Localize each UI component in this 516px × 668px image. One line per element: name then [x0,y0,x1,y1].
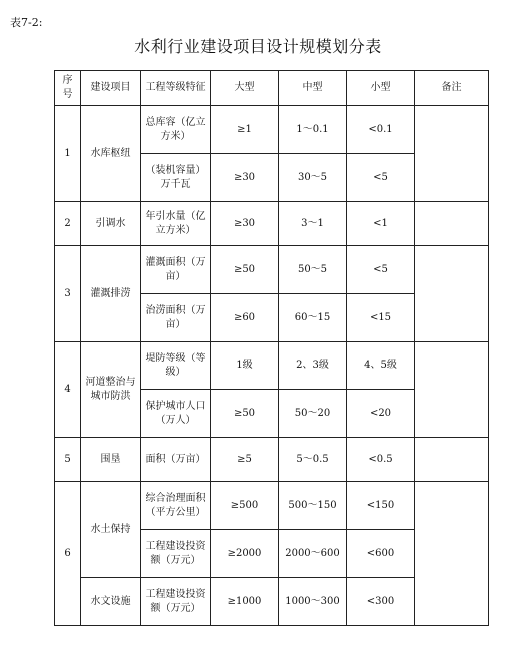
row-no: 4 [55,342,81,438]
row-note [415,438,489,482]
row-medium: 60～15 [279,294,347,342]
row-no: 6 [55,482,81,626]
header-row [55,71,489,106]
document-title: 水利行业建设项目设计规模划分表 [134,37,382,56]
row-note [415,106,489,202]
row-small: <5 [347,246,415,294]
row-no: 5 [55,438,81,482]
row-project: 河道整治与城市防洪 [81,342,141,438]
row-feature: 工程建设投资额（万元） [141,578,211,626]
row-small: <600 [347,530,415,578]
row-small: <15 [347,294,415,342]
header-project: 建设项目 [81,71,141,106]
header-no: 序号 [55,71,81,106]
row-medium: 1000～300 [279,578,347,626]
row-feature: 保护城市人口（万人） [141,390,211,438]
row-large: ≥60 [211,294,279,342]
row-large: ≥50 [211,246,279,294]
row-small: <20 [347,390,415,438]
row-feature: 面积（万亩） [141,438,211,482]
header-large: 大型 [211,71,279,106]
table-row [55,106,489,154]
header-note: 备注 [415,71,489,106]
row-project: 灌溉排涝 [81,246,141,342]
row-small: 4、5级 [347,342,415,390]
row-feature: 综合治理面积（平方公里） [141,482,211,530]
row-feature: 堤防等级（等级） [141,342,211,390]
row-note [415,342,489,438]
row-small: <5 [347,154,415,202]
row-medium: 2、3级 [279,342,347,390]
row-feature: 年引水量（亿立方米） [141,202,211,246]
row-no: 2 [55,202,81,246]
table-row [55,438,489,482]
row-small: <1 [347,202,415,246]
row-project: 引调水 [81,202,141,246]
row-large: ≥30 [211,202,279,246]
row-large: ≥500 [211,482,279,530]
row-large: ≥5 [211,438,279,482]
row-note [415,246,489,342]
row-project: 围垦 [81,438,141,482]
row-medium: 2000～600 [279,530,347,578]
row-feature: 治涝面积（万亩） [141,294,211,342]
row-medium: 5～0.5 [279,438,347,482]
row-medium: 3～1 [279,202,347,246]
table-row [55,342,489,390]
row-large: ≥1000 [211,578,279,626]
row-medium: 30～5 [279,154,347,202]
row-feature: 总库容（亿立方米） [141,106,211,154]
header-feature: 工程等级特征 [141,71,211,106]
row-feature: 灌溉面积（万亩） [141,246,211,294]
row-medium: 50～5 [279,246,347,294]
row-large: ≥30 [211,154,279,202]
row-small: <300 [347,578,415,626]
row-small: <0.1 [347,106,415,154]
row-medium: 50～20 [279,390,347,438]
row-project: 水库枢纽 [81,106,141,202]
table-row [55,202,489,246]
row-large: ≥1 [211,106,279,154]
row-small: <0.5 [347,438,415,482]
header-small: 小型 [347,71,415,106]
row-note [415,482,489,626]
table-row [55,246,489,294]
row-large: ≥2000 [211,530,279,578]
classification-table [54,70,489,626]
row-project: 水文设施 [81,578,141,626]
header-medium: 中型 [279,71,347,106]
row-project: 水土保持 [81,482,141,578]
table-row [55,482,489,530]
row-large: 1级 [211,342,279,390]
table-label: 表7-2: [10,16,43,29]
row-feature: 工程建设投资额（万元） [141,530,211,578]
row-no: 1 [55,106,81,202]
row-feature: （装机容量）万千瓦 [141,154,211,202]
row-medium: 1～0.1 [279,106,347,154]
row-note [415,202,489,246]
row-medium: 500～150 [279,482,347,530]
row-small: <150 [347,482,415,530]
row-large: ≥50 [211,390,279,438]
row-no: 3 [55,246,81,342]
